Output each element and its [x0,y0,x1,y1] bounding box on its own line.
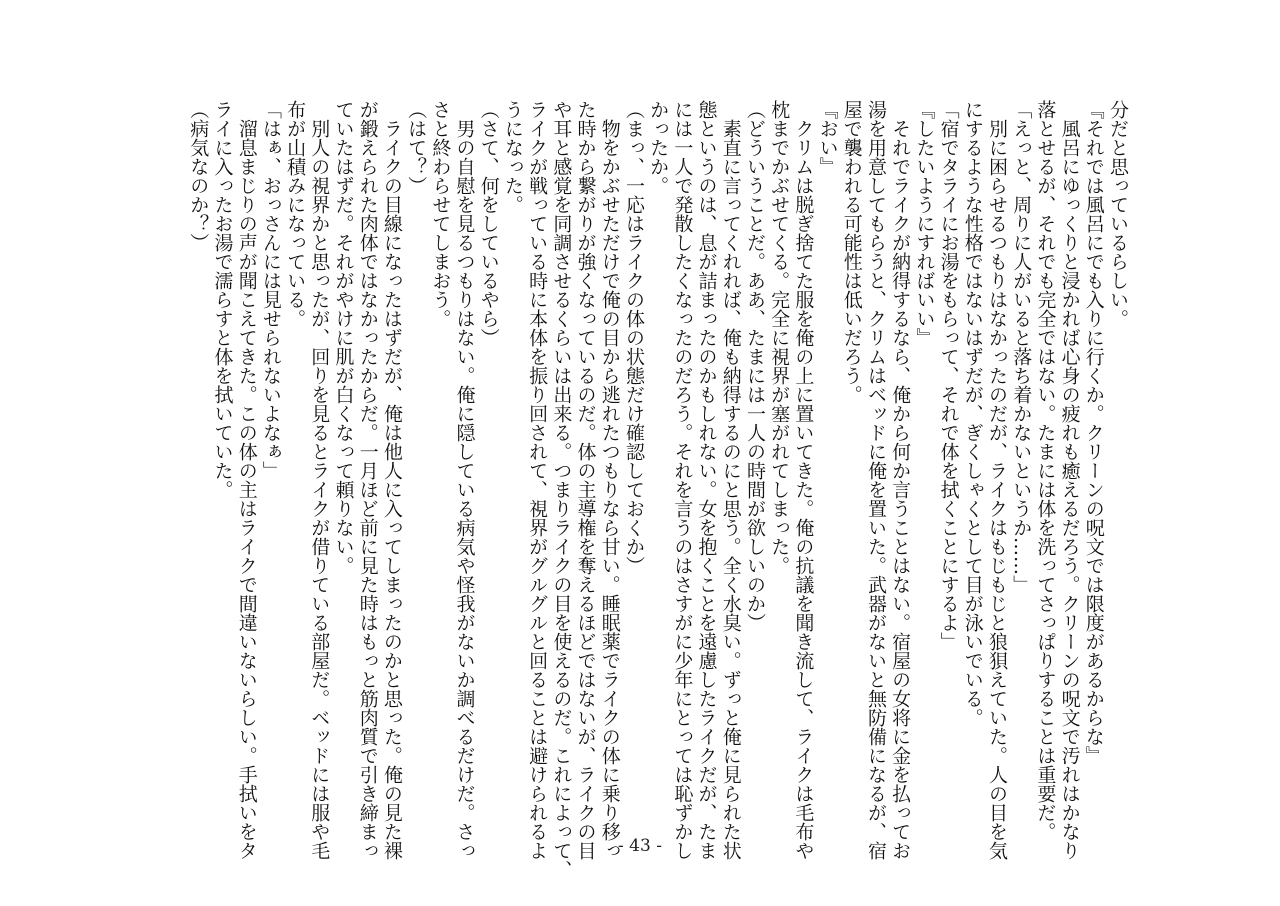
text-line: 素直に言ってくれれば、俺も納得するのにと思う。全く水臭い。ずっと俺に見られた状 [719,100,742,860]
text-line: （はて？） [405,100,428,195]
text-line: 枕までかぶせてくる。完全に視界が塞がれてしまった。 [768,100,791,575]
text-line: にするような性格ではないはずだが、ぎくしゃくとして目が泳いでいる。 [961,100,984,727]
text-line: 落とせるが、それでも完全ではない。たまには体を洗ってさっぱりすることは重要だ。 [1034,100,1057,841]
text-line: や耳と感覚を同調させるくらいは出来る。つまりライクの目を使えるのだ。これによって、 [550,100,573,879]
text-line: 別に困らせるつもりはなかったのだが、ライクはもじもじと狼狽えていた。人の目を気 [985,100,1008,860]
text-line: さと終わらせてしまおう。 [429,100,452,328]
text-line: ライクの目線になったはずだが、俺は他人に入ってしまったのかと思った。俺の見た裸 [380,100,403,860]
text-line: が鍛えられた肉体ではなかったからだ。一月ほど前に見た時はもっと筋肉質で引き締まっ [356,100,379,860]
text-line: 男の自慰を見るつもりはない。俺に隠している病気や怪我がないか調べるだけだ。さっ [453,100,476,860]
text-line: クリムは脱ぎ捨てた服を俺の上に置いてきた。俺の抗議を聞き流して、ライクは毛布や [792,100,815,860]
page-number: - 43 - [618,836,662,856]
text-line: それでライクが納得するなら、俺から何か言うことはない。宿屋の女将に金を払ってお [889,100,912,860]
text-line: ライクが戦っている時に本体を振り回されて、視界がグルグルと回ることは避けられるよ [526,100,549,860]
text-line: ライに入ったお湯で濡らすと体を拭いていた。 [211,100,234,499]
text-line: （さて、何をしているやら） [477,100,500,347]
text-line: かったか。 [647,100,670,195]
text-line: （まっ、一応はライクの体の状態だけ確認しておくか） [622,100,645,575]
text-line: 「宿でタライにお湯をもらって、それで体を拭くことにするよ」 [937,100,960,651]
text-line: ていたはずだ。それがやけに肌が白くなって頼りない。 [332,100,355,575]
text-line: 溜息まじりの声が聞こえてきた。この体の主はライクで間違いないらしい。手拭いをタ [235,100,258,860]
text-line: 「はぁ、おっさんには見せられないよなぁ」 [259,100,282,480]
text-line: うになった。 [501,100,524,214]
text-line: 物をかぶせただけで俺の目から逃れたつもりなら甘い。睡眠薬でライクの体に乗り移っ [598,100,621,860]
text-line: 風呂にゆっくりと浸かれば心身の疲れも癒えるだろう。クリーンの呪文で汚れはかなり [1058,100,1081,860]
text-line: （どういうことだ。ああ、たまには一人の時間が欲しいのか） [743,100,766,632]
text-line: 『したいようにすればいい』 [913,100,936,347]
text-line: 屋で襲われる可能性は低いだろう。 [840,100,863,404]
text-line: 『それでは風呂にでも入りに行くか。クリーンの呪文では限度があるからな』 [1082,100,1105,765]
text-line: 湯を用意してもらうと、クリムはベッドに俺を置いた。武器がないと無防備になるが、宿 [864,100,887,860]
text-line: た時から繋がりが強くなっているのだ。体の主導権を奪えるほどではないが、ライクの目 [574,100,597,860]
text-line: 「えっと、周りに人がいると落ち着かないというか……」 [1010,100,1033,594]
text-line: には一人で発散したくなったのだろう。それを言うのはさすがに少年にとっては恥ずかし [671,100,694,860]
text-line: （病気なのか？） [187,100,210,252]
text-line: 分だと思っているらしい。 [1107,100,1129,328]
text-line: 別人の視界かと思ったが、回りを見るとライクが借りている部屋だ。ベッドには服や毛 [308,100,331,860]
text-line: 態というのは、息が詰まったのかもしれない。女を抱くことを遠慮したライクだが、たま [695,100,718,860]
text-line: 『おい』 [816,100,839,176]
text-line: 布が山積みになっている。 [284,100,307,328]
